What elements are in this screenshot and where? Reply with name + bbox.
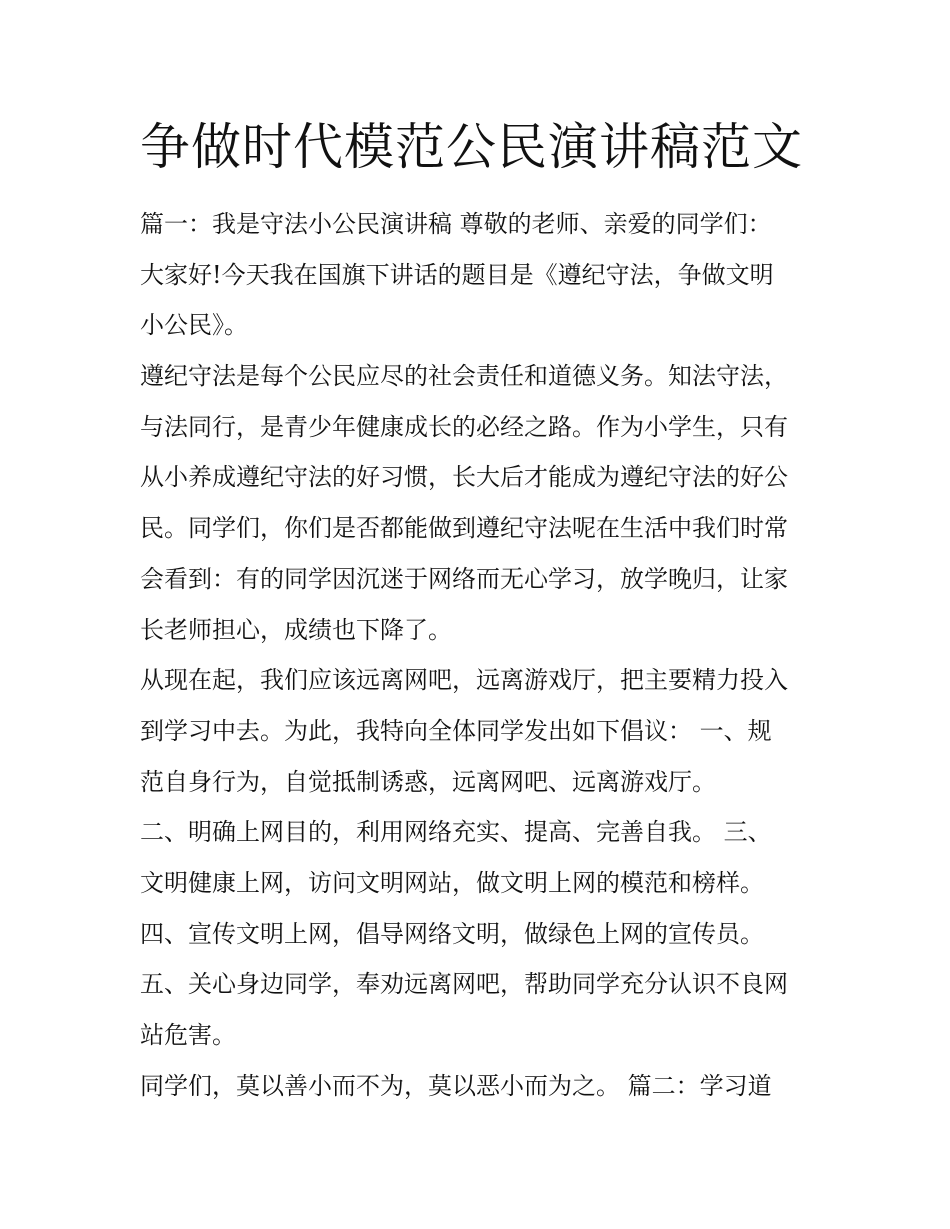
body-line: 民。同学们，你们是否都能做到遵纪守法呢在生活中我们时常 [140, 514, 788, 543]
body-line: 范自身行为，自觉抵制诱惑，远离网吧、远离游戏厅。 [140, 767, 716, 796]
body-line: 从现在起，我们应该远离网吧，远离游戏厅，把主要精力投入 [140, 666, 788, 695]
body-line: 与法同行，是青少年健康成长的必经之路。作为小学生，只有 [140, 412, 788, 441]
document-title: 争做时代模范公民演讲稿范文 [140, 118, 803, 176]
body-line: 站危害。 [140, 1021, 236, 1049]
body-line: 文明健康上网，访问文明网站，做文明上网的模范和榜样。 [140, 868, 764, 897]
body-line: 长老师担心，成绩也下降了。 [140, 615, 452, 644]
body-line: 五、关心身边同学，奉劝远离网吧，帮助同学充分认识不良网 [140, 970, 788, 999]
body-line: 同学们，莫以善小而不为，莫以恶小而为之。 篇二：学习道 [140, 1071, 772, 1100]
body-line: 小公民》。 [140, 311, 248, 340]
body-line: 四、宣传文明上网，倡导网络文明，做绿色上网的宣传员。 [140, 919, 764, 948]
document-body [140, 199, 810, 1111]
body-line: 会看到：有的同学因沉迷于网络而无心学习，放学晚归，让家 [140, 564, 788, 593]
body-line: 到学习中去。为此，我特向全体同学发出如下倡议： 一、规 [140, 716, 772, 745]
body-line: 从小养成遵纪守法的好习惯，长大后才能成为遵纪守法的好公 [140, 463, 788, 492]
body-line: 篇一：我是守法小公民演讲稿 尊敬的老师、亲爱的同学们： [140, 210, 772, 238]
body-line: 遵纪守法是每个公民应尽的社会责任和道德义务。知法守法， [140, 362, 788, 391]
body-line: 二、明确上网目的，利用网络充实、提高、完善自我。 三、 [140, 818, 772, 847]
body-line: 大家好!今天我在国旗下讲话的题目是《遵纪守法，争做文明 [140, 260, 774, 289]
